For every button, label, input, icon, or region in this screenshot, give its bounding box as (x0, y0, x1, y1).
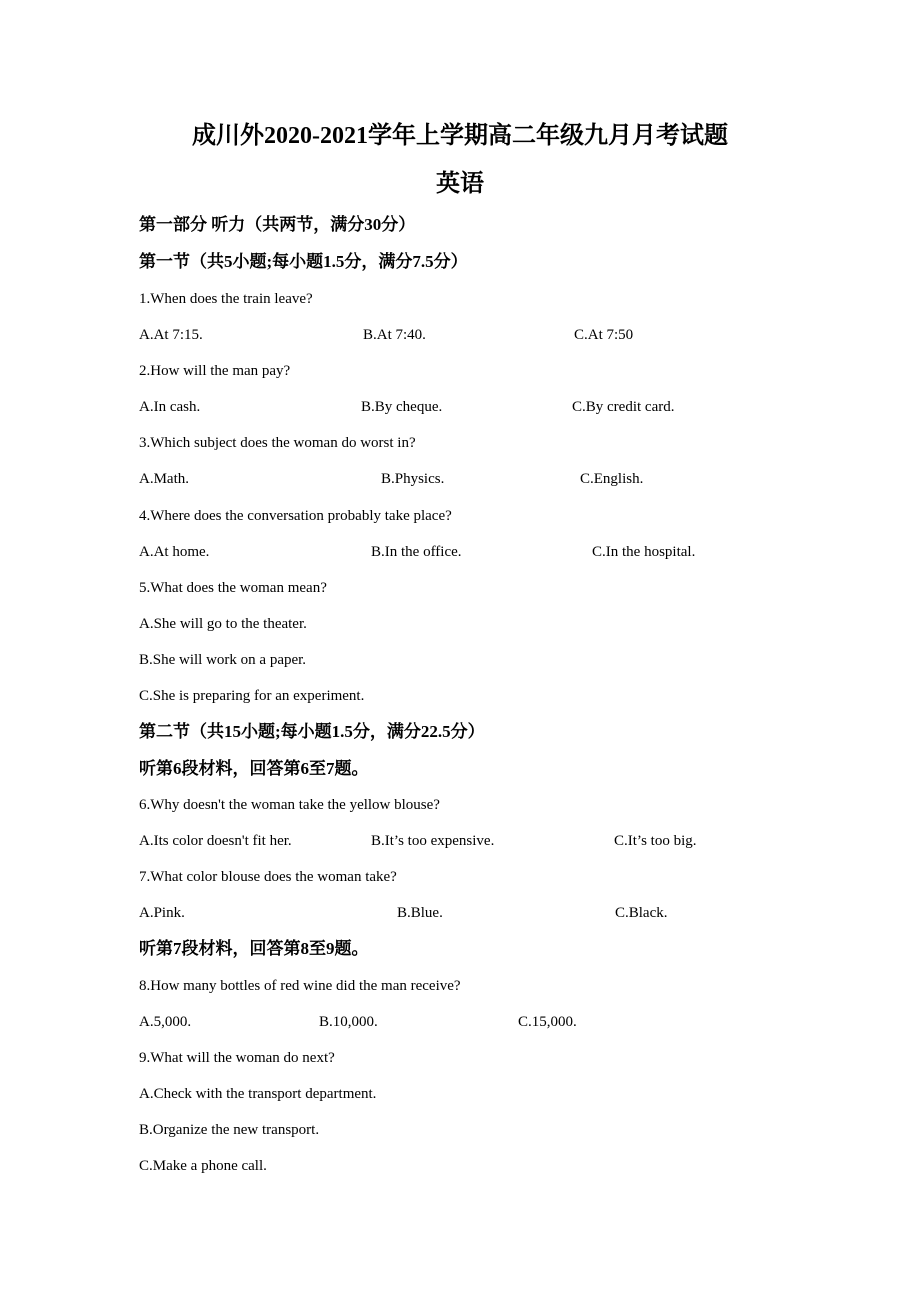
option-a: A.She will go to the theater. (139, 616, 307, 632)
option-c: C.15,000. (518, 1014, 577, 1030)
option-c: C.English. (580, 471, 644, 487)
option-b: B.In the office. (371, 544, 462, 560)
question-text: 6.Why doesn't the woman take the yellow blouse? (139, 797, 440, 813)
option-c: C.She is preparing for an experiment. (139, 688, 365, 704)
option-c: C.In the hospital. (592, 544, 696, 560)
question-text: 8.How many bottles of red wine did the man receive? (139, 978, 461, 994)
option-b: B.It’s too expensive. (371, 833, 495, 849)
subject-title: 英语 (436, 171, 484, 197)
option-a: A.Its color doesn't fit her. (139, 833, 292, 849)
question-text: 7.What color blouse does the woman take? (139, 869, 397, 885)
section1-heading: 第一节（共5小题;每小题1.5分，满分7.5分） (139, 252, 468, 271)
question-text: 4.Where does the conversation probably take place? (139, 508, 452, 524)
option-c: C.At 7:50 (574, 327, 634, 343)
material-6-instruction: 听第6段材料，回答第6至7题。 (139, 759, 369, 778)
option-a: A.5,000. (139, 1014, 192, 1030)
exam-title: 成川外2020-2021学年上学期高二年级九月月考试题 (192, 123, 728, 149)
part1-heading: 第一部分 听力（共两节，满分30分） (139, 215, 416, 234)
section2-heading: 第二节（共15小题;每小题1.5分，满分22.5分） (139, 722, 485, 741)
option-b: B.Blue. (397, 905, 443, 921)
option-a: A.Check with the transport department. (139, 1086, 377, 1102)
question-text: 1.When does the train leave? (139, 291, 313, 307)
option-b: B.By cheque. (361, 399, 443, 415)
option-c: C.It’s too big. (614, 833, 697, 849)
question-text: 3.Which subject does the woman do worst in? (139, 435, 416, 451)
option-c: C.Make a phone call. (139, 1158, 267, 1174)
question-text: 2.How will the man pay? (139, 363, 291, 379)
option-a: A.At home. (139, 544, 210, 560)
option-b: B.Physics. (381, 471, 445, 487)
option-a: A.At 7:15. (139, 327, 203, 343)
question-text: 5.What does the woman mean? (139, 580, 327, 596)
option-b: B.At 7:40. (363, 327, 426, 343)
material-7-instruction: 听第7段材料，回答第8至9题。 (139, 939, 369, 958)
option-b: B.Organize the new transport. (139, 1122, 320, 1138)
option-b: B.She will work on a paper. (139, 652, 307, 668)
option-c: C.Black. (615, 905, 668, 921)
option-c: C.By credit card. (572, 399, 675, 415)
option-a: A.In cash. (139, 399, 201, 415)
option-a: A.Math. (139, 471, 189, 487)
question-text: 9.What will the woman do next? (139, 1050, 335, 1066)
option-b: B.10,000. (319, 1014, 378, 1030)
option-a: A.Pink. (139, 905, 185, 921)
